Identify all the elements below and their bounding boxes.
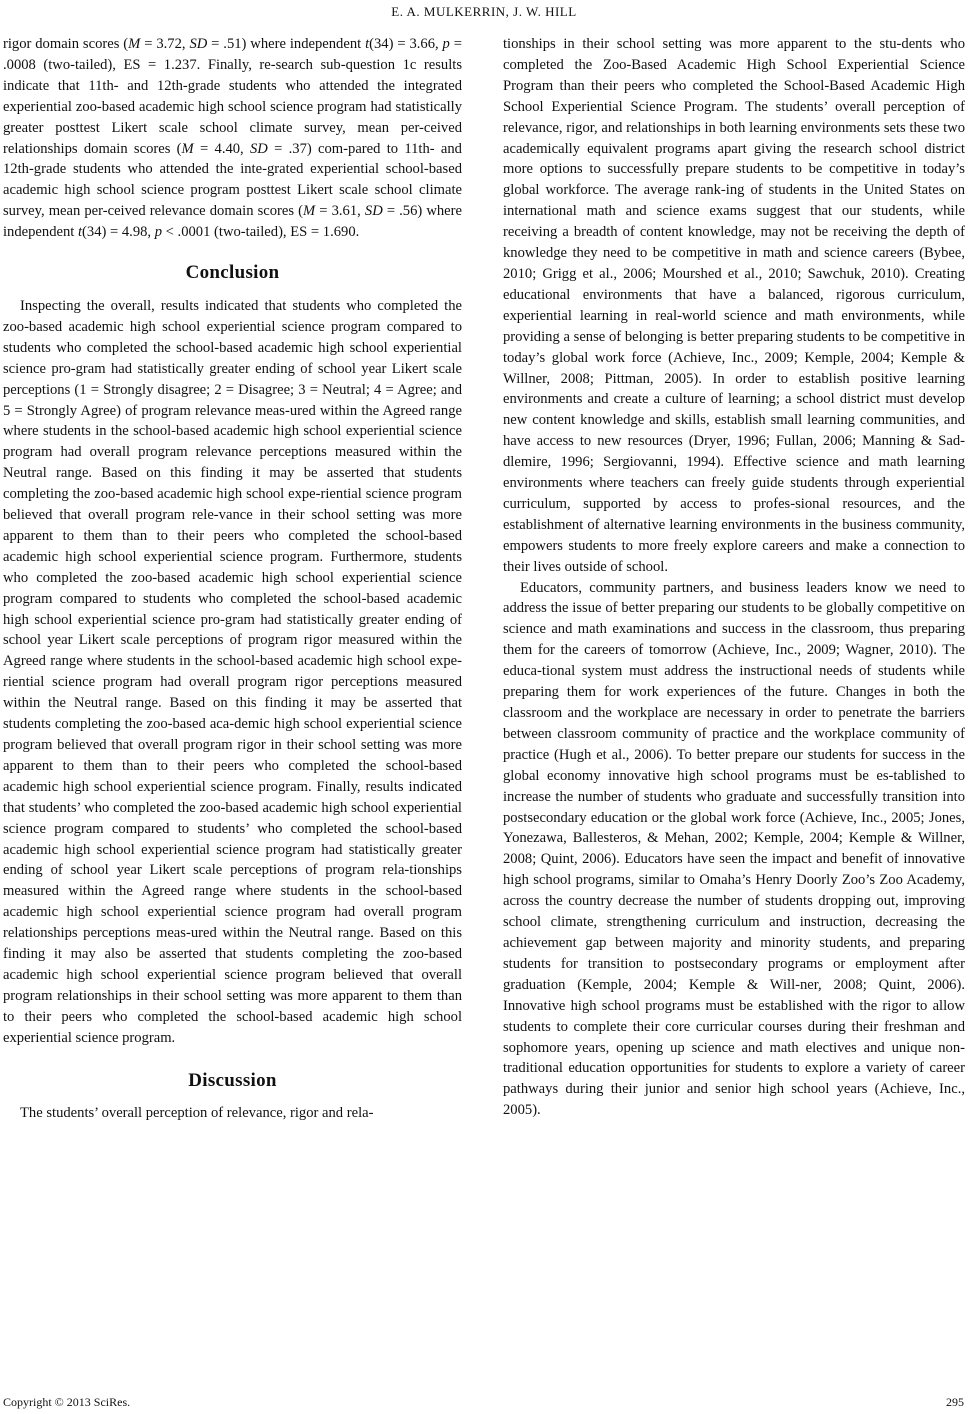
running-header: E. A. MULKERRIN, J. W. HILL xyxy=(391,4,577,19)
right-column xyxy=(503,34,965,1121)
discussion-heading: Discussion xyxy=(188,1069,277,1091)
discussion-paragraph-start: The students’ overall perception of relevance, rigor and rela- xyxy=(20,1104,374,1121)
educators-paragraph: Educators, community partners, and business leaders know we need to address the issue of better preparing our students to be globally competitive on science and math examinations and success in the classroom, thus preparing them for the careers of tomorrow (Achieve, Inc., 2009; Wagner, 2010). The educa-tional system must address the instructional needs of students while preparing them for work experiences of the future. Changes in both the classroom and the workplace are necessary in order to penetrate the barriers between classroom community of practice and the workplace community of practice (Hugh et al., 2006). To better prepare our students for success in the global economy innovative high school programs must be es-tablished to increase the number of students who graduate and successfully transition into postsecondary education or the global work force (Achieve, Inc., 2005; Jones, Yonezawa, Ballesteros, & Mehan, 2002; Kemple, 2004; Kemple & Willner, 2008; Quint, 2006). Educators have seen the impact and benefit of innovative high school programs, similar to Omaha’s Henry Doorly Zoo’s Zoo Academy, across the country decrease the number of students dropping out, improving school climate, strengthening curriculum and instruction, decreasing the achievement gap between majority and minority students, and preparing students for transition to postsecondary programs or employment after graduation (Kemple, 2004; Kemple & Will-ner, 2008; Quint, 2006). Innovative high school programs must be established with the rigor to allow students to complete their core curricular courses during their freshman and sophomore years, opening up science and math electives and unique non-traditional education opportunities for students to explore a variety of career pathways during their junior and senior high school years (Achieve, Inc., 2005). xyxy=(503,579,965,1119)
page-number: 295 xyxy=(946,1395,964,1409)
discussion-paragraph-continued: tionships in their school setting was more apparent to the stu-dents who completed the Zoo-Based Academic High School Experiential Science Program than their peers who completed the School-Based Academic High School Experiential Science Program. The students’ overall perception of relevance, rigor, and relationships in both learning environments sets these two academically equivalent programs apart giving the research school district more options to successfully prepare students to be competitive in today’s global workforce. The average rank-ing of students in the United States on international math and science exams suggest that our students, while receiving a breadth of content knowledge, may not be receiving the depth of knowledge they need to be competitive in math and science careers (Bybee, 2010; Grigg et al., 2006; Mourshed et al., 2010; Sawchuk, 2010). Creating educational environments that have a balanced, rigorous curriculum, experiential learning in real-world science and math environments, while providing a sense of belonging is better preparing students to be competitive in today’s global work force (Achieve, Inc., 2009; Kemple, 2004; Kemple & Willner, 2008; Pittman, 2005). In order to establish positive learning environments and create a culture of learning; a school district must develop new content knowledge and skills, establish small learning communities, and have access to new resources (Dryer, 1996; Fullan, 2006; Manning & Sad-dlemire, 1996; Sergiovanni, 1994). Effective science and math learning environments where teachers can freely guide students through experiential curriculum, supported by access to profes-sional resources, and the establishment of alternative learning environments in the business community, empowers students to more freely explore careers and make a connection to their lives outside of school. xyxy=(503,36,965,575)
conclusion-heading: Conclusion xyxy=(185,262,280,284)
conclusion-paragraph: Inspecting the overall, results indicated that students who completed the zoo-based academic high school experiential science program compared to students who completed the school-based academic high school experiential science pro-gram had statistically greater ending of school year Likert scale perceptions (1 = Strongly disagree; 2 = Disagree; 3 = Neutral; 4 = Agree; and 5 = Strongly Agree) of program relevance meas-ured within the Agreed range where students in the school-based academic high school experiential science program had overall program relevance perceptions measured within the Neutral range. Based on this finding it may be asserted that students completing the zoo-based academic high school expe-riential science program believed that overall program rele-vance in their school setting was more apparent to them than to their peers who completed the school-based academic high school experiential science program. Furthermore, students who completed the zoo-based academic high school experiential science program compared to students who completed the school-based academic high school experiential science pro-gram had statistically greater ending of school year Likert scale perceptions of program rigor measured within the Agreed range where students in the school-based academic high school expe-riential science program had overall program rigor perceptions measured within the Neutral range. Based on this finding it may be asserted that students completing the zoo-based aca-demic high school experiential science program believed that overall program rigor in their school setting was more apparent to them than to their peers who completed the school-based academic high school experiential science program. Finally, results indicated that students’ who completed the zoo-based academic high school experiential science program compared to students’ who completed the school-based academic high school experiential science program had statistically greater ending of school year Likert scale perceptions of program rela-tionships measured within the Agreed range where students in the school-based academic high school experiential science program had overall program relationships perceptions meas-ured within the Neutral range. Based on this finding it may also be asserted that students completing the zoo-based academic high school experiential science program believed that overall program relationships in their school setting was more apparent to them than to their peers who completed the school-based academic high school experiential science program. xyxy=(3,297,462,1046)
results-paragraph: rigor domain scores (M = 3.72, SD = .51) where independent t(34) = 3.66, p = .0008 (two-tailed), ES = 1.237. Finally, re-search sub-question 1c results indicate that 11th- and 12th-grade students who attended the integrated experiential zoo-based academic high school science program had statistically greater posttest Likert scale school climate survey, mean per-ceived relationships domain scores (M = 4.40, SD = .37) com-pared to 11th- and 12th-grade students who attended the inte-grated experiential school-based academic high school science program posttest Likert scale school climate survey, mean per-ceived relevance domain scores (M = 3.61, SD = .56) where independent t(34) = 4.98, p < .0001 (two-tailed), ES = 1.690. xyxy=(3,36,462,241)
left-column xyxy=(3,34,462,1123)
copyright-footer: Copyright © 2013 SciRes. xyxy=(3,1395,131,1409)
